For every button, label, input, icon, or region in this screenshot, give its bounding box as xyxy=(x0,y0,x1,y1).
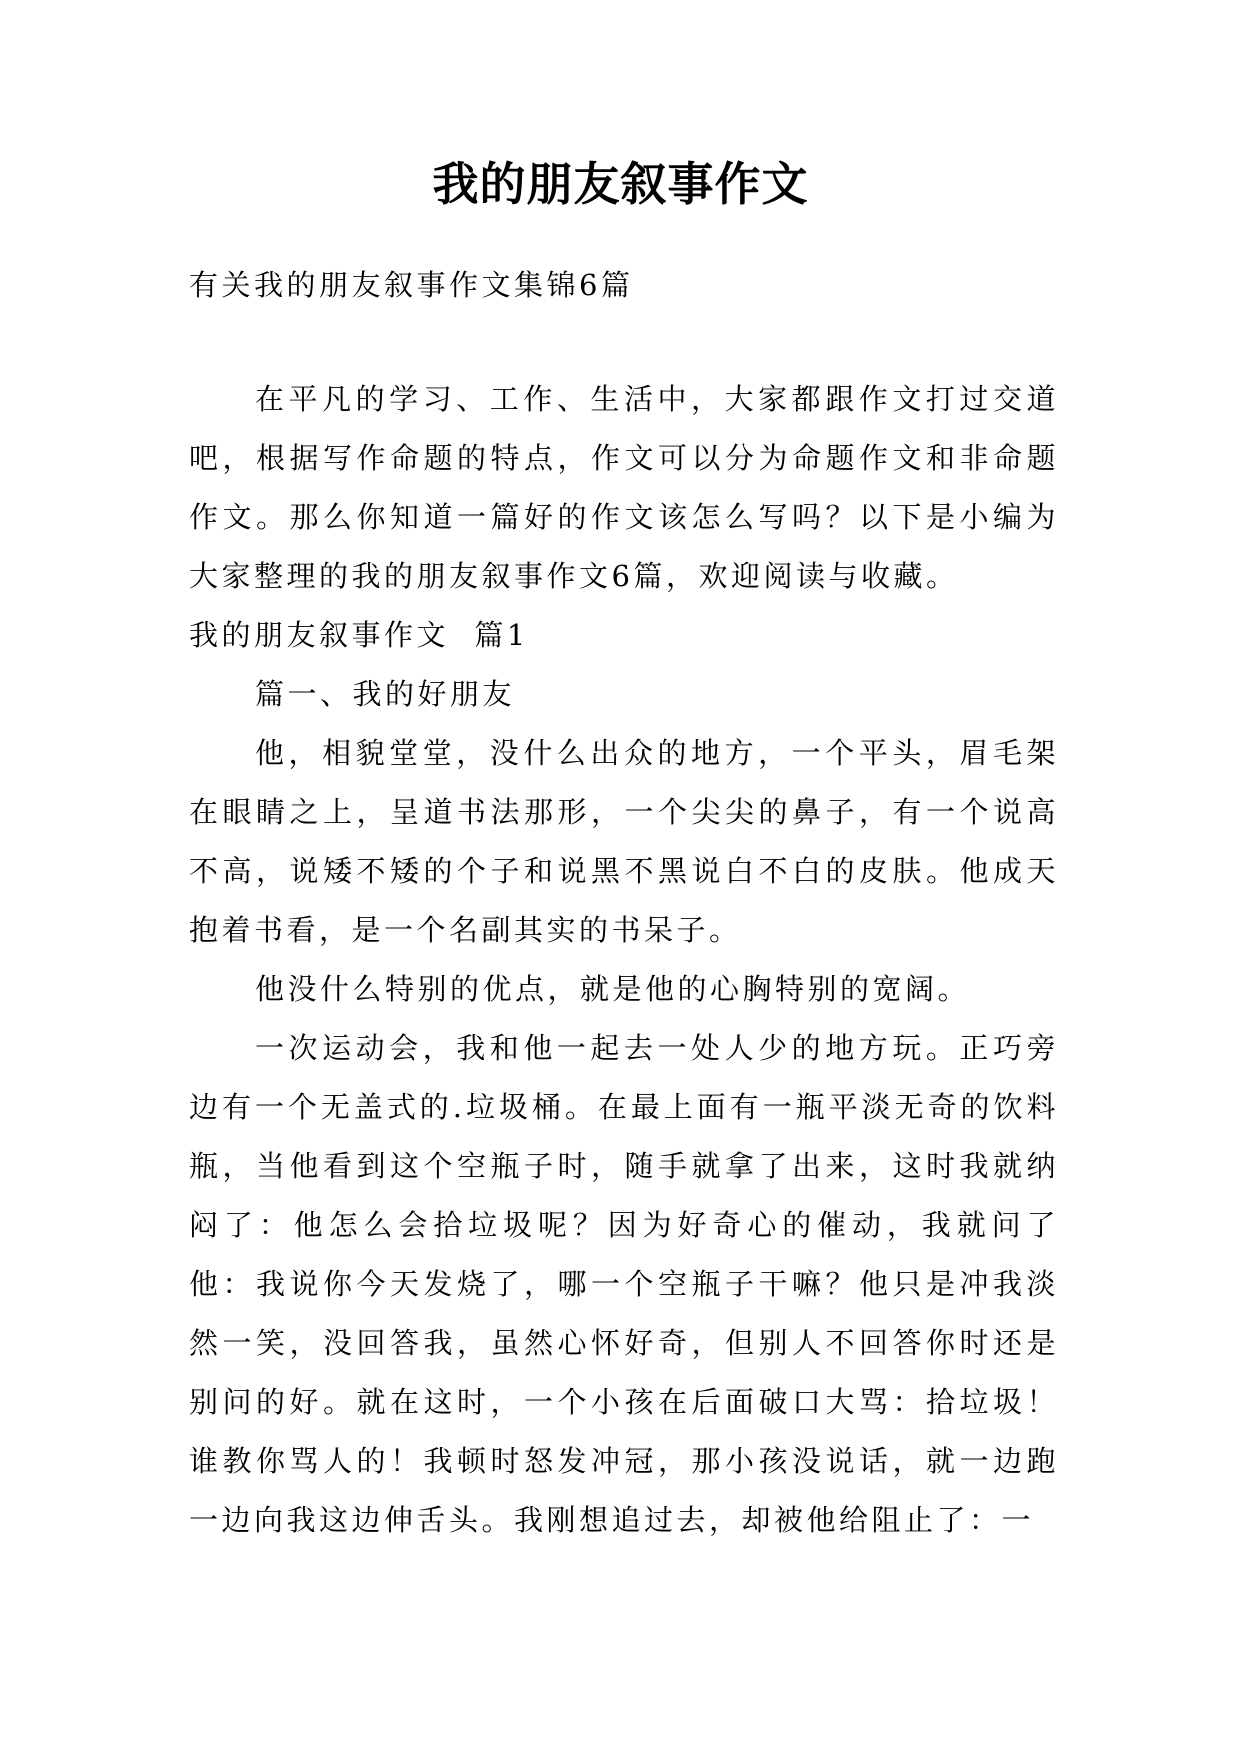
intro-paragraph: 在平凡的学习、工作、生活中，大家都跟作文打过交道吧，根据写作命题的特点，作文可以分为命题作文和非命题作文。那么你知道一篇好的作文该怎么写吗？以下是小编为大家整理的我的朋友叙事作文6篇，欢迎阅读与收藏。 xyxy=(189,382,1059,593)
body-paragraph: 一次运动会，我和他一起去一处人少的地方玩。正巧旁边有一个无盖式的.垃圾桶。在最上面有一瓶平淡无奇的饮料瓶，当他看到这个空瓶子时，随手就拿了出来，这时我就纳闷了：他怎么会拾垃圾呢？因为好奇心的催动，我就问了他：我说你今天发烧了，哪一个空瓶子干嘛？他只是冲我淡然一笑，没回答我，虽然心怀好奇，但别人不回答你时还是别问的好。就在这时，一个小孩在后面破口大骂：拾垃圾！谁教你骂人的！我顿时怒发冲冠，那小孩没说话，就一边跑一边向我这边伸舌头。我刚想追过去，却被他给阻止了：一 xyxy=(189,1031,1059,1537)
chapter-title: 篇一、我的好朋友 xyxy=(255,677,516,711)
document-subtitle: 有关我的朋友叙事作文集锦6篇 xyxy=(189,268,634,302)
body-paragraph: 他没什么特别的优点，就是他的心胸特别的宽阔。 xyxy=(255,972,971,1006)
section-heading: 我的朋友叙事作文 篇1 xyxy=(189,618,529,652)
document-title: 我的朋友叙事作文 xyxy=(432,157,809,211)
body-paragraph: 他，相貌堂堂，没什么出众的地方，一个平头，眉毛架在眼睛之上，呈道书法那形，一个尖尖的鼻子，有一个说高不高，说矮不矮的个子和说黑不黑说白不白的皮肤。他成天抱着书看，是一个名副其实的书呆子。 xyxy=(189,736,1059,947)
document-body xyxy=(189,256,1059,1550)
